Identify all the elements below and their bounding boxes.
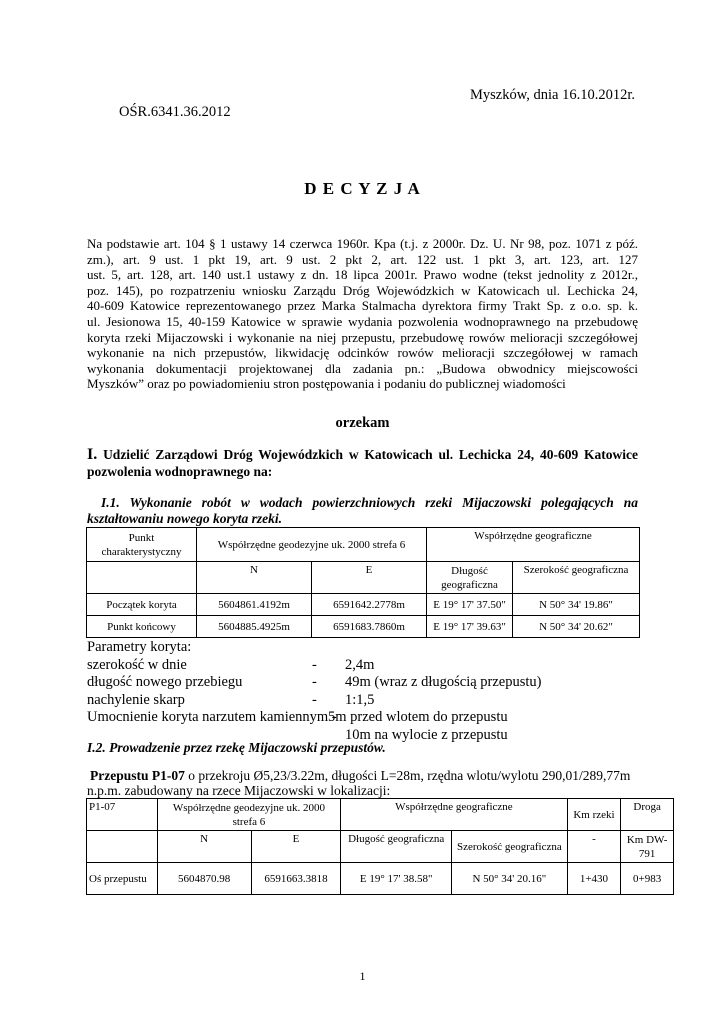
channel-coordinates-table	[86, 527, 640, 638]
param-reinforce-value-2: 10m na wylocie z przepustu	[345, 726, 508, 743]
header-latitude: Szerokość geograficzna	[452, 831, 567, 863]
cell-latitude: N 50° 34' 19.86"	[513, 594, 640, 616]
subsection-1-2-heading: I.2. Prowadzenie przez rzekę Mijaczowski przepustów.	[87, 740, 386, 755]
cell-km: 1+430	[567, 863, 621, 895]
cell-road: 0+983	[621, 863, 674, 895]
intro-line: ul. Jesionowa 15, 40-159 Katowice w sprawie wydania pozwolenia wodnoprawnego na przebudowę	[87, 313, 638, 329]
param-slope-dash: -	[312, 691, 317, 708]
param-slope-label: nachylenie skarp	[87, 691, 185, 708]
document-title: D E C Y Z J A	[304, 179, 421, 198]
header-n: N	[197, 562, 312, 594]
intro-line: wykonanie na nich przepustów, likwidację odcinków rowów melioracji szczegółowej w ramach	[87, 345, 638, 361]
header-geodetic: Współrzędne geodezyjne uk. 2000 strefa 6	[197, 528, 427, 562]
channel-parameters	[87, 639, 647, 744]
param-width-value: 2,4m	[345, 656, 375, 673]
subsection-1-1-line2: kształtowaniu nowego koryta rzeki.	[87, 511, 283, 526]
header-empty	[87, 562, 197, 594]
header-road: Droga	[621, 799, 674, 831]
param-length-value: 49m (wraz z długością przepustu)	[345, 674, 542, 690]
cell-n: 5604861.4192m	[197, 594, 312, 616]
cell-e: 6591683.7860m	[312, 616, 427, 638]
table-row	[87, 594, 640, 616]
place-date: Myszków, dnia 16.10.2012r.	[470, 87, 635, 103]
cell-e: 6591642.2778m	[312, 594, 427, 616]
intro-line: koryta rzeki Mijaczowski i wykonanie na niej przepustu, przebudowę rowów melioracji szczegółowej	[87, 329, 638, 345]
reference-number: OŚR.6341.36.2012	[119, 104, 231, 120]
section-1	[87, 446, 638, 480]
header-point: Punkt charakterystyczny	[87, 528, 197, 562]
header-latitude: Szerokość geograficzna	[513, 562, 640, 594]
intro-line: Myszków” oraz po powiadomieniu stron postępowania i podaniu do publicznej wiadomości	[87, 376, 566, 392]
cell-n: 5604885.4925m	[197, 616, 312, 638]
header-geodetic: Współrzędne geodezyjne uk. 2000 strefa 6	[157, 799, 341, 831]
intro-line: 40-609 Katowice reprezentowanego przez Marka Stalmacha dyrektora firmy Trakt Sp. z o.o. sp. k.	[87, 298, 638, 314]
cell-longitude: E 19° 17' 37.50"	[427, 594, 513, 616]
cell-longitude: E 19° 17' 39.63"	[427, 616, 513, 638]
header-road-sub: Km DW-791	[621, 831, 674, 863]
culvert-description	[87, 768, 647, 798]
page-number: 1	[359, 969, 366, 983]
header-n: N	[157, 831, 251, 863]
header-km: Km rzeki	[567, 799, 621, 831]
parameters-heading: Parametry koryta:	[87, 639, 192, 655]
param-slope-value: 1:1,5	[345, 691, 375, 708]
intro-line: Na podstawie art. 104 § 1 ustawy 14 czerwca 1960r. Kpa (t.j. z 2000r. Dz. U. Nr 98, poz. 1071 z póź.	[87, 236, 638, 251]
culvert-id: Przepustu P1-07	[90, 768, 185, 783]
cell-point-name: Początek koryta	[87, 594, 197, 616]
cell-e: 6591663.3818	[251, 863, 341, 895]
intro-line: ust. 5, art. 128, art. 140 ust.1 ustawy z dn. 18 lipca 2001r. Prawo wodne (tekst jednolity z 2012r.,	[87, 267, 638, 283]
table-row	[87, 616, 640, 638]
param-width-label: szerokość w dnie	[87, 656, 187, 673]
intro-line: zm.), art. 9 ust. 1 pkt 19, art. 9 ust. 2 pkt 2, art. 122 ust. 1 pkt 3, art. 123, art. 127	[87, 251, 638, 267]
header-geographic: Współrzędne geograficzne	[427, 528, 640, 562]
section-1-number: I.	[87, 446, 98, 463]
param-width-dash: -	[312, 656, 317, 673]
param-reinforce-label: Umocnienie koryta narzutem kamiennym -	[87, 709, 337, 725]
header-culvert-id: P1-07	[87, 799, 158, 831]
header-geographic: Współrzędne geograficzne	[341, 799, 567, 831]
section-1-line2: pozwolenia wodnoprawnego na:	[87, 464, 273, 479]
header-km-sub: -	[567, 831, 621, 863]
cell-latitude: N 50° 34' 20.62"	[513, 616, 640, 638]
intro-line: wykonania dokumentacji projektowanej dla zadania pn.: „Budowa obwodnicy miejscowości	[87, 360, 638, 376]
param-length-label: długość nowego przebiegu	[87, 674, 243, 690]
cell-latitude: N 50° 34' 20.16"	[452, 863, 567, 895]
header-e: E	[251, 831, 341, 863]
intro-line: poz. 145), po rozpatrzeniu wniosku Zarządu Dróg Wojewódzkich w Katowicach ul. Lechicka 24,	[87, 282, 638, 298]
subsection-1-1-line1: I.1. Wykonanie robót w wodach powierzchniowych rzeki Mijaczowski polegających na	[101, 495, 638, 510]
cell-longitude: E 19° 17' 38.58"	[341, 863, 452, 895]
param-reinforce-value-1: 5m przed wlotem do przepustu	[328, 709, 508, 725]
culvert-line1: o przekroju Ø5,23/3.22m, długości L=28m, rzędna wlotu/wylotu 290,01/289,77m	[184, 768, 631, 783]
cell-point-name: Punkt końcowy	[87, 616, 197, 638]
cell-n: 5604870.98	[157, 863, 251, 895]
param-length-dash: -	[312, 674, 317, 690]
section-1-line1: Udzielić Zarządowi Dróg Wojewódzkich w Katowicach ul. Lechicka 24, 40-609 Katowice	[103, 447, 639, 462]
cell-name: Oś przepustu	[87, 863, 158, 895]
header-longitude: Długość geograficzna	[341, 831, 452, 863]
subsection-1-1	[87, 495, 638, 527]
header-empty	[87, 831, 158, 863]
header-longitude: Długość geograficzna	[427, 562, 513, 594]
table-row	[87, 863, 674, 895]
header-e: E	[312, 562, 427, 594]
ruling-word: orzekam	[335, 415, 390, 431]
culvert-line2: n.p.m. zabudowany na rzece Mijaczowski w lokalizacji:	[87, 783, 391, 798]
culvert-coordinates-table	[86, 798, 674, 895]
legal-basis-paragraph	[87, 236, 638, 392]
